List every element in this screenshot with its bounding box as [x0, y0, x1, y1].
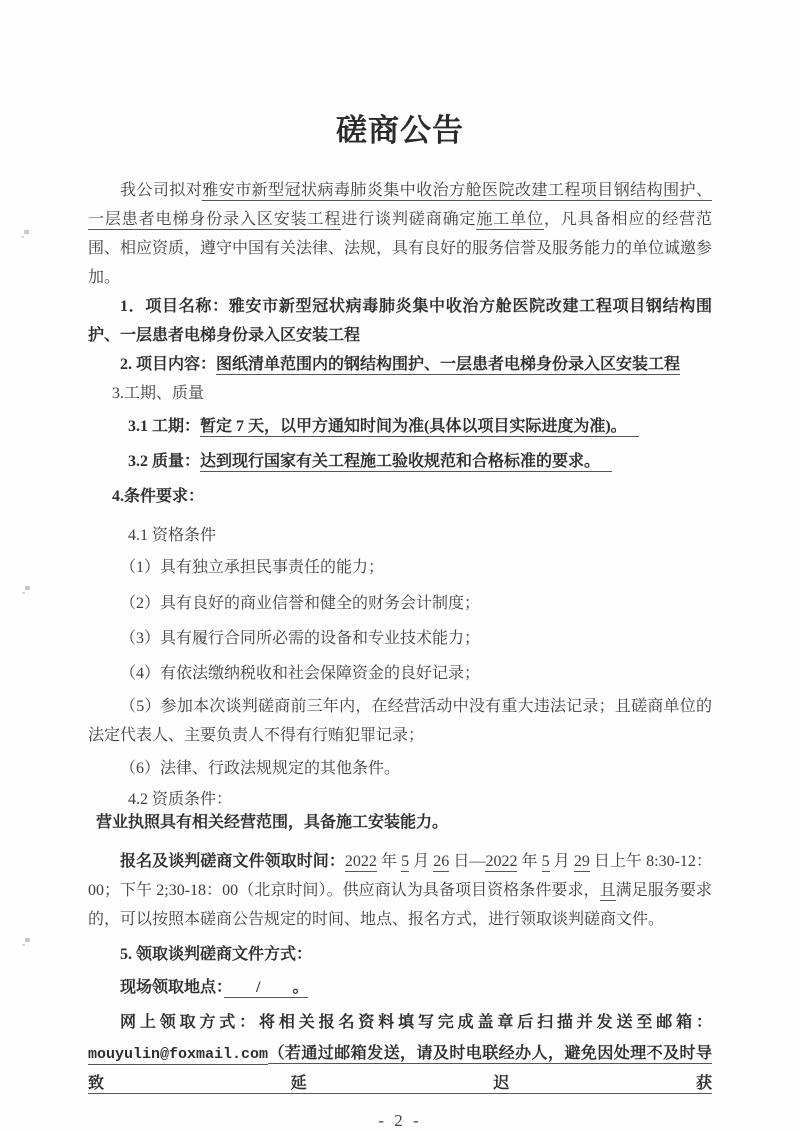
signup-time-label: 报名及谈判磋商文件领取时间：	[120, 853, 345, 870]
page-title: 磋商公告	[336, 113, 464, 148]
duration-label: 3.1 工期：	[128, 418, 201, 435]
qualification-subheading: 4.1 资格条件	[128, 527, 217, 544]
onsite-pickup-line	[88, 973, 712, 1002]
section3-heading: 3.工期、质量	[112, 385, 205, 402]
signup-text: 月	[549, 853, 574, 870]
condition-item: （4）有依法缴纳税收和社会保障资金的良好记录；	[120, 665, 481, 682]
intro-paragraph	[88, 176, 712, 292]
online-pickup-label: 网上领取方式：	[120, 1014, 260, 1031]
credential-subheading: 4.2 资质条件：	[128, 791, 233, 808]
section4-heading: 4.条件要求：	[112, 488, 205, 505]
project-name-label: 1．项目名称：	[120, 298, 229, 315]
project-content-value-underlined: 图纸清单范围内的钢结构围护、一层患者电梯身份录入区安装工程	[216, 356, 681, 373]
scan-speck	[25, 586, 30, 590]
construction-unit-underlined: 施工单位	[476, 211, 544, 228]
signup-rest-text: 满足服务要求的，可以按照本磋商公告规定的时间、地点、报名方式，进行领取谈判磋商文件。	[88, 882, 712, 928]
onsite-pickup-label: 现场领取地点：	[120, 979, 225, 996]
condition-item: （6）法律、行政法规规定的其他条件。	[120, 760, 401, 777]
credential-text: 营业执照具有相关经营范围，具备施工安装能力。	[96, 814, 449, 831]
online-pickup-text: 将相关报名资料填写完成盖章后扫描并发送至邮箱：	[259, 1014, 712, 1031]
duration-value-underlined: 暂定 7 天，以甲方通知时间为准(具体以项目实际进度为准)。	[200, 418, 639, 437]
signup-month2-underlined: 5	[541, 853, 550, 870]
signup-day2-underlined: 29	[573, 853, 590, 870]
scan-speck	[24, 230, 29, 234]
online-pickup-line	[88, 1008, 712, 1037]
scan-speck	[25, 938, 30, 942]
condition-item: （5）参加本次谈判磋商前三年内，在经营活动中没有重大违法记录；且磋商单位的法定代表人、主要负责人不得有行贿犯罪记录；	[88, 698, 712, 744]
duration-item	[88, 412, 712, 441]
signup-qie-underlined: 且	[599, 882, 616, 899]
quality-label: 3.2 质量：	[128, 453, 201, 470]
signup-text: 月	[409, 853, 434, 870]
signup-year2-underlined: 2022	[485, 853, 518, 870]
project-name-value: 雅安市新型冠状病毒肺炎集中收治方舱医院改建工程项目钢结构围护、一层患者电梯身份录入区安装工程	[88, 298, 712, 344]
section5-heading: 5. 领取谈判磋商文件方式：	[120, 946, 313, 963]
signup-month1-underlined: 5	[401, 853, 410, 870]
project-content-label: 2. 项目内容：	[120, 356, 217, 373]
signup-year1-underlined: 2022	[344, 853, 377, 870]
condition-item: （1）具有独立承担民事责任的能力；	[120, 559, 385, 576]
signup-text: 日—	[449, 853, 486, 870]
signup-day1-underlined: 26	[433, 853, 450, 870]
email-note-underlined: （若通过邮箱发送，请及时电联经办人，避免因处理不及时导致延迟获	[88, 1045, 712, 1092]
quality-value-underlined: 达到现行国家有关工程施工验收规范和合格标准的要求。	[200, 453, 612, 472]
email-line	[88, 1039, 712, 1098]
email-address-underlined: mouyulin@foxmail.com	[88, 1046, 269, 1063]
intro-lead: 我公司拟对	[120, 182, 203, 199]
intro-tail: ，凡具备相应的经营范围、相应资质，遵守中国有关法律、法规，具有良好的服务信誉及服务能力的单位诚邀参加。	[88, 211, 713, 286]
intro-mid: 进行谈判磋商确定	[341, 211, 477, 228]
onsite-pickup-blank-underlined: / 。	[224, 979, 309, 996]
project-name-underlined: 雅安市新型冠状病毒肺炎集中收治方舱医院改建工程项目钢结构围护、一层患者电梯身份录入区安装工程	[88, 182, 712, 228]
signup-time-paragraph	[88, 847, 712, 934]
condition-item: （3）具有履行合同所必需的设备和专业技术能力；	[120, 630, 481, 647]
quality-item	[88, 447, 712, 476]
signup-text: 年	[517, 853, 542, 870]
page-number: - 2 -	[378, 1111, 422, 1130]
signup-text: 年	[376, 853, 402, 870]
project-name-item	[88, 292, 712, 350]
project-content-item	[88, 350, 712, 379]
signup-time-text: 日上午 8:30-12：00；下午 2;30-18：00（北京时间）。供应商认为具备项目资格条件要求，	[88, 853, 712, 899]
condition-item: （2）具有良好的商业信誉和健全的财务会计制度；	[120, 595, 481, 612]
